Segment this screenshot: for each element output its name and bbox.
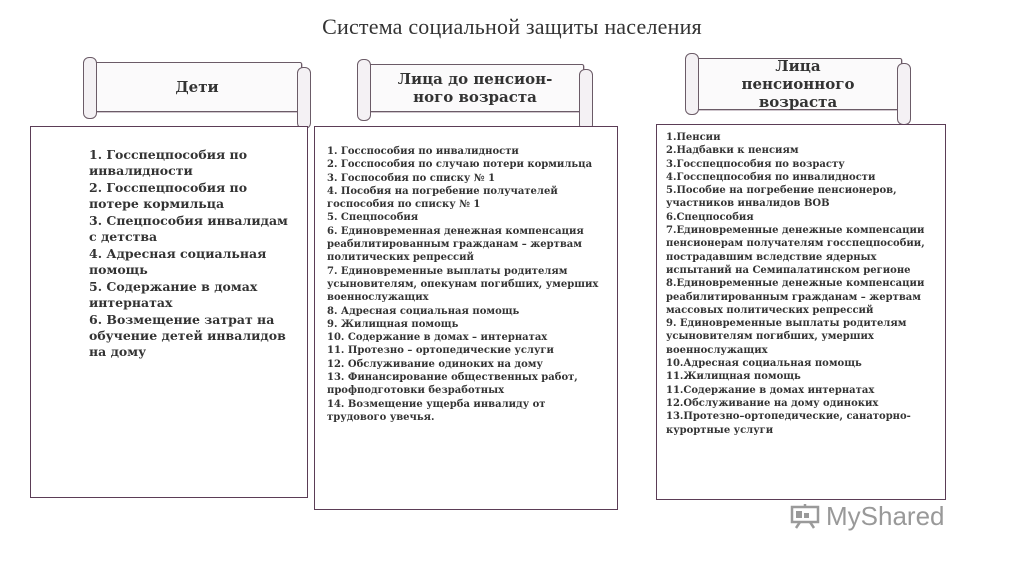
column-header-children: Дети <box>175 78 219 96</box>
list-item: 3. Спецпособия инвалидам с детства <box>89 213 288 244</box>
list-item: 7.Единовременные денежные компенсации пенсионерам получателям госспецпособии, пострадавшим вследствие ядерных испытаний на Семипалатинском регионе <box>666 225 925 276</box>
list-item: 7. Единовременные выплаты родителям усыновителям, опекунам погибших, умерших военнослужащих <box>327 265 599 304</box>
list-item: 14. Возмещение ущерба инвалиду от трудового увечья. <box>327 398 546 423</box>
list-item: 3.Госспецпособия по возрасту <box>666 158 845 170</box>
list-children <box>31 127 307 360</box>
list-item: 6.Спецпособия <box>666 211 754 223</box>
list-box-pension <box>656 124 946 500</box>
header-scroll-pension <box>694 58 902 110</box>
list-item: 2.Надбавки к пенсиям <box>666 145 799 157</box>
list-box-pre-pension <box>314 126 618 510</box>
page-title: Система социальной защиты населения <box>322 14 702 39</box>
column-header-pension: Лица пенсионного возраста <box>741 57 855 111</box>
list-item: 1.Пенсии <box>666 132 721 143</box>
list-pension <box>657 125 945 437</box>
list-item: 12. Обслуживание одиноких на дому <box>327 358 543 370</box>
list-item: 4. Адресная социальная помощь <box>89 246 267 277</box>
list-item: 2. Госспособия по случаю потери кормильца <box>327 159 593 171</box>
list-item: 11.Содержание в домах интернатах <box>666 384 875 396</box>
list-item: 5. Содержание в домах интернатах <box>89 279 258 310</box>
watermark-text: MyShared <box>826 500 945 531</box>
column-header-pre-pension: Лица до пенсион-ного возраста <box>397 70 553 106</box>
list-item: 1. Госспособия по инвалидности <box>327 146 519 157</box>
list-item: 6. Возмещение затрат на обучение детей инвалидов на дому <box>89 312 286 359</box>
list-item: 10.Адресная социальная помощь <box>666 358 862 370</box>
list-item: 11. Протезно – ортопедические услуги <box>327 345 554 357</box>
list-item: 8.Единовременные денежные компенсации реабилитированным гражданам – жертвам массовых политических репрессий <box>666 278 925 316</box>
list-item: 9. Единовременные выплаты родителям усыновителям погибших, умерших военнослужащих <box>666 318 907 356</box>
watermark-logo <box>790 500 945 532</box>
list-item: 13.Протезно–ортопедические, санаторно-курортные услуги <box>666 411 911 436</box>
list-pre-pension <box>315 127 617 424</box>
list-item: 6. Единовременная денежная компенсация реабилитированным гражданам – жертвам политических репрессий <box>327 225 584 264</box>
list-item: 4.Госспецпособия по инвалидности <box>666 171 876 183</box>
list-item: 8. Адресная социальная помощь <box>327 305 520 317</box>
list-item: 3. Госпособия по списку № 1 <box>327 172 496 184</box>
list-item: 10. Содержание в домах – интернатах <box>327 332 548 344</box>
presentation-board-icon <box>790 503 820 529</box>
list-box-children <box>30 126 308 498</box>
list-item: 5.Пособие на погребение пенсионеров, участников инвалидов ВОВ <box>666 185 897 210</box>
list-item: 11.Жилищная помощь <box>666 371 801 383</box>
list-item: 13. Финансирование общественных работ, профподготовки безработных <box>327 372 578 397</box>
list-item: 2. Госспецпособия по потере кормильца <box>89 180 248 211</box>
list-item: 9. Жилищная помощь <box>327 318 459 330</box>
list-item: 12.Обслуживание на дому одиноких <box>666 397 879 409</box>
list-item: 1. Госспецпособия по инвалидности <box>89 147 248 178</box>
list-item: 5. Спецпособия <box>327 212 419 224</box>
header-scroll-children <box>92 62 302 112</box>
list-item: 4. Пособия на погребение получателей госпособия по списку № 1 <box>327 185 558 211</box>
scroll-curl-icon <box>297 67 311 129</box>
header-scroll-pre-pension <box>366 64 584 112</box>
